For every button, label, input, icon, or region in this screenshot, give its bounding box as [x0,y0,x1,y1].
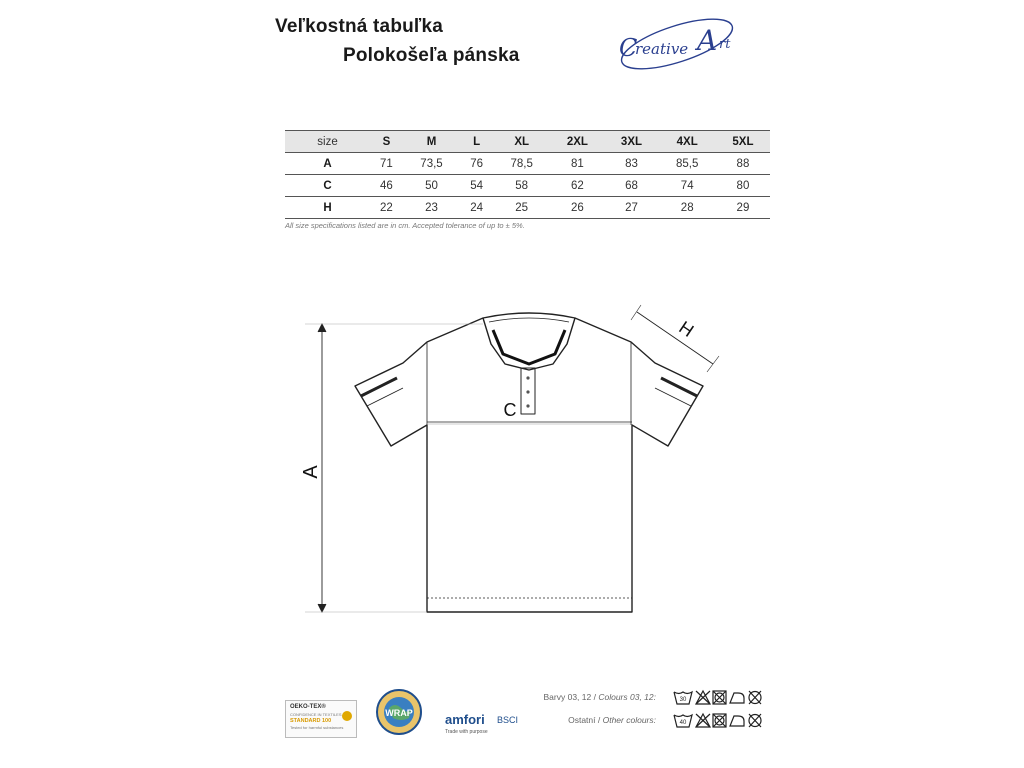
table-cell: 27 [604,197,658,219]
size-table-header [285,131,770,153]
polo-shirt-diagram [295,300,735,630]
size-col-xl: XL [493,131,550,153]
iron-icon [730,716,744,726]
table-cell: 25 [493,197,550,219]
table-cell: 50 [403,175,460,197]
svg-text:C: C [619,34,638,62]
amfori-name: amfori [445,712,485,727]
svg-text:reative: reative [635,40,689,58]
dimension-line-h [637,312,713,364]
amfori-bsci: BSCI [497,715,519,725]
no-tumble-dry-icon [713,691,726,704]
page-subtitle: Polokošeľa pánska [343,45,520,66]
care-row1-label: Barvy 03, 12 / [543,692,596,702]
table-cell: 54 [460,175,493,197]
table-cell: 22 [370,197,403,219]
care-row2-label-italic: Other colours: [602,715,656,725]
tolerance-note: All size specifications listed are in cm. Accepted tolerance of up to ± 5%. [285,221,525,230]
table-cell: 76 [460,153,493,175]
table-cell: 29 [716,197,770,219]
care-symbols-row2 [672,710,772,730]
table-cell: 68 [604,175,658,197]
table-cell: 46 [370,175,403,197]
table-cell: 73,5 [403,153,460,175]
table-cell: 26 [550,197,604,219]
table-cell: 78,5 [493,153,550,175]
svg-text:rt: rt [719,37,731,52]
no-bleach-icon [696,691,710,704]
oeko-title: OEKO-TEX® [290,704,326,710]
care-row1-label-italic: Colours 03, 12: [598,692,656,702]
iron-icon [730,693,744,703]
row-label-a: A [285,153,370,175]
wrap-text: WRAP [385,708,413,718]
table-row [285,153,770,175]
size-col-5xl: 5XL [716,131,770,153]
size-col-2xl: 2XL [550,131,604,153]
table-row [285,197,770,219]
svg-text:A: A [697,24,718,57]
table-cell: 23 [403,197,460,219]
size-col-m: M [403,131,460,153]
table-row [285,175,770,197]
table-cell: 28 [659,197,716,219]
care-row2-label: Ostatní / [568,715,601,725]
oeko-small: Tested for harmful substances [290,725,344,730]
amfori-bsci-badge [445,712,535,738]
size-col-3xl: 3XL [604,131,658,153]
care-symbols-row1 [672,687,772,707]
no-dry-clean-icon [749,714,761,727]
table-cell: 58 [493,175,550,197]
creative-art-logo [615,12,750,72]
page-title: Veľkostná tabuľka [275,16,443,37]
wash-temp-row2: 40 [679,720,687,726]
table-cell: 81 [550,153,604,175]
sun-icon [342,711,352,721]
size-col-4xl: 4XL [659,131,716,153]
oeko-tex-badge [285,700,357,738]
wrap-badge [375,688,423,736]
oeko-sub: CONFIDENCE IN TEXTILES [290,712,342,717]
table-cell: 85,5 [659,153,716,175]
care-label-row1 [544,692,656,702]
no-bleach-icon [696,714,710,727]
size-col-l: L [460,131,493,153]
table-cell: 62 [550,175,604,197]
table-cell: 71 [370,153,403,175]
label-h: H [675,317,698,341]
shirt-body-outline [355,318,703,612]
size-col-s: S [370,131,403,153]
no-dry-clean-icon [749,691,761,704]
no-tumble-dry-icon [713,714,726,727]
label-c: C [503,400,517,420]
wash-temp-row1: 30 [679,697,687,703]
label-a: A [300,465,322,479]
amfori-tagline: Trade with purpose [445,729,488,735]
table-cell: 24 [460,197,493,219]
oeko-standard: STANDARD 100 [290,718,332,724]
row-label-c: C [285,175,370,197]
size-header-label: size [285,131,370,153]
size-table [285,130,770,219]
table-cell: 88 [716,153,770,175]
table-cell: 74 [659,175,716,197]
care-label-row2 [568,715,656,725]
table-cell: 83 [604,153,658,175]
row-label-h: H [285,197,370,219]
table-cell: 80 [716,175,770,197]
